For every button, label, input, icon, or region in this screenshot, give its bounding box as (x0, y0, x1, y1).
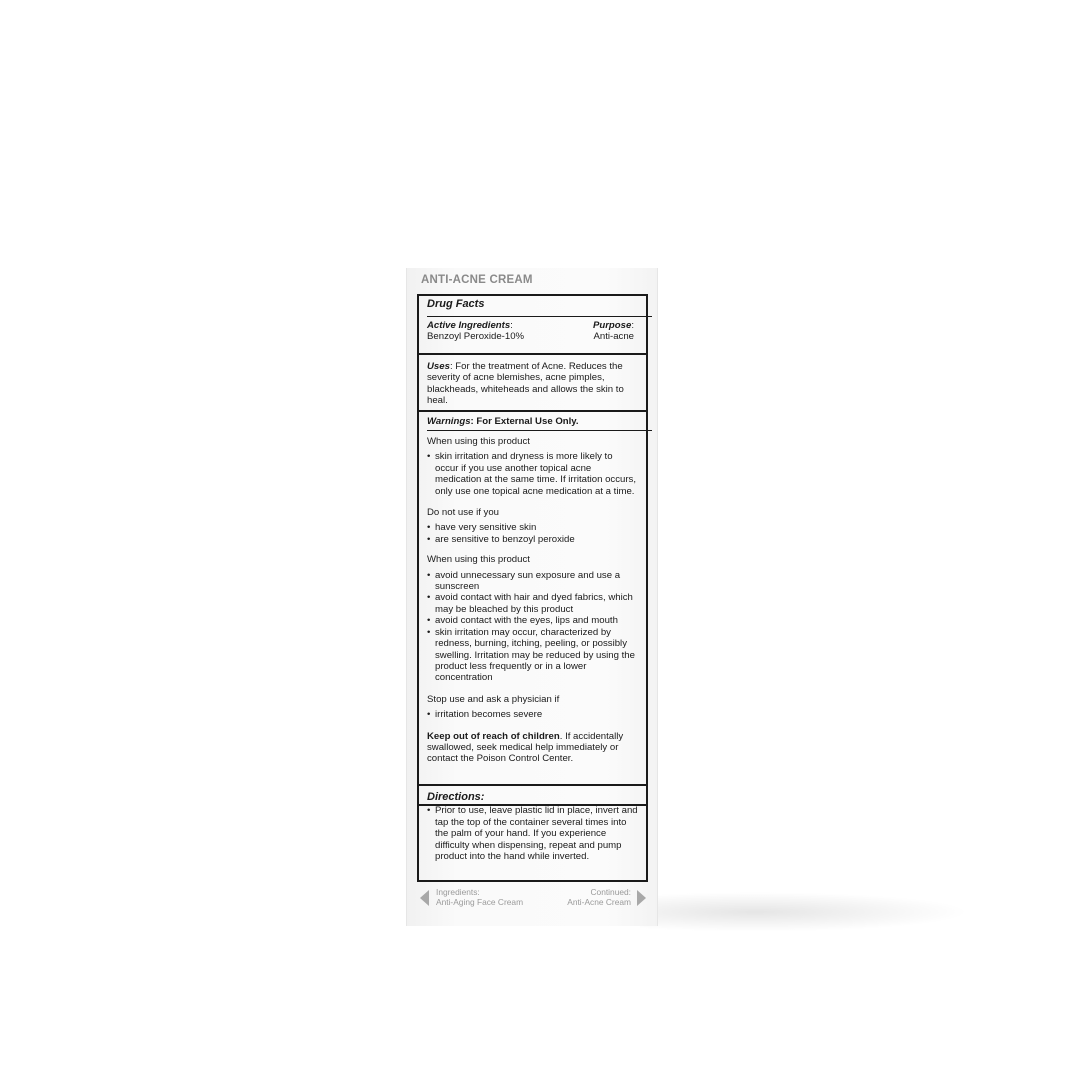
do-not-use-item: • have very sensitive skin (427, 522, 638, 533)
uses-text: : For the treatment of Acne. Reduces the severity of acne blemishes, acne pimples, blackheads, whiteheads and allows the skin to heal. (427, 361, 624, 407)
warnings-section (419, 416, 646, 427)
divider (427, 430, 652, 431)
divider (419, 410, 646, 412)
box-footer (417, 884, 649, 920)
active-ingredients-section (419, 320, 646, 343)
do-not-use-item: • are sensitive to benzoyl peroxide (427, 534, 638, 545)
when-using-item: • avoid contact with the eyes, lips and mouth (427, 615, 638, 626)
drug-facts-panel (417, 294, 648, 882)
when-using-item: • skin irritation and dryness is more likely to occur if you use another topical acne medication at the same time. If irritation occurs, only use one topical acne medication at a time. (427, 451, 638, 497)
divider (419, 784, 646, 786)
box-title: ANTI-ACNE CREAM (421, 274, 533, 286)
product-box (407, 268, 657, 926)
active-ingredients-heading: Active Ingredients: (427, 320, 513, 331)
warnings-body (419, 436, 646, 765)
uses-heading: Uses (427, 361, 450, 372)
stop-use-item: • irritation becomes severe (427, 709, 638, 720)
when-using-heading-2: When using this product (427, 554, 530, 566)
footer-right-label: Continued: Anti-Acne Cream (567, 887, 631, 907)
do-not-use-heading: Do not use if you (427, 507, 499, 519)
stop-use-heading: Stop use and ask a physician if (427, 693, 560, 705)
drug-facts-header (419, 299, 646, 310)
keep-out-of-reach: Keep out of reach of children. If accidentally swallowed, seek medical help immediately or contact the Poison Control Center. (427, 730, 624, 765)
arrow-left-icon (420, 890, 429, 906)
footer-left-label: Ingredients: Anti-Aging Face Cream (436, 887, 524, 907)
when-using-item: • skin irritation may occur, characterized by redness, burning, itching, peeling, or possibly swelling. Irritation may be reduced by using the product less frequently or in a lower concentration (427, 627, 638, 684)
divider (419, 353, 646, 355)
drug-facts-title: Drug Facts (427, 298, 485, 310)
when-using-item: • avoid unnecessary sun exposure and use a sunscreen (427, 570, 638, 593)
purpose-value: Anti-acne (593, 331, 634, 343)
when-using-heading-1: When using this product (427, 436, 530, 447)
when-using-item: • avoid contact with hair and dyed fabrics, which may be bleached by this product (427, 592, 638, 615)
arrow-right-icon (637, 890, 646, 906)
warnings-text: : For External Use Only. (470, 416, 579, 427)
directions-heading: Directions: (427, 791, 485, 803)
purpose-heading: Purpose: (592, 320, 634, 331)
active-ingredient-value: Benzoyl Peroxide-10% (427, 331, 525, 343)
uses-section (419, 361, 646, 407)
warnings-heading: Warnings (427, 416, 471, 427)
directions-section (419, 792, 646, 862)
divider (427, 316, 652, 317)
box-shadow (640, 892, 970, 932)
directions-item: • Prior to use, leave plastic lid in place, invert and tap the top of the container several times into the palm of your hand. If you experience difficulty when dispensing, repeat and pump product into the hand while inverted. (427, 805, 638, 862)
